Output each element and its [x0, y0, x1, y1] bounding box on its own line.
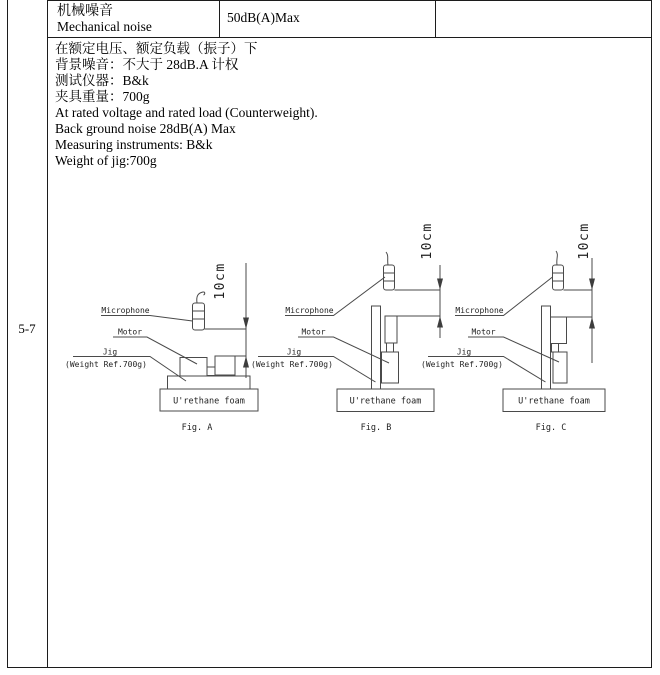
condition-line-zh: 在额定电压、额定负载（振子）下 — [55, 41, 258, 56]
spec-value: 50dB(A)Max — [227, 10, 300, 25]
arrow-down-icon — [243, 318, 249, 330]
weight-label: (Weight Ref.700g) — [65, 360, 147, 369]
microphone-label: Microphone — [101, 306, 150, 315]
dimension-10cm — [395, 222, 444, 338]
jig-label: Jig — [102, 347, 118, 357]
motor-body — [180, 358, 207, 377]
foam-label: U'rethane foam — [518, 396, 590, 407]
row-label: 5-7 — [18, 321, 36, 336]
microphone-label: Microphone — [285, 306, 334, 315]
figure-caption: Fig. B — [360, 423, 392, 433]
microphone-leader — [101, 316, 193, 322]
weight-label: (Weight Ref.700g) — [421, 360, 503, 369]
motor-body — [553, 352, 567, 383]
motor-counterweight — [215, 356, 235, 375]
jig-label: Jig — [456, 347, 472, 357]
condition-line-zh: 测试仪器：B&k — [55, 73, 149, 88]
arrow-up-icon — [589, 317, 595, 329]
motor-label: Motor — [117, 327, 143, 337]
dimension-label: 10cm — [213, 262, 228, 300]
arrow-up-icon — [437, 316, 443, 328]
figure-a — [65, 262, 258, 433]
jig-label: Jig — [286, 347, 302, 357]
microphone-icon — [193, 292, 205, 330]
foam-label: U'rethane foam — [173, 396, 245, 407]
arrow-down-icon — [437, 279, 443, 291]
weight-label: (Weight Ref.700g) — [251, 360, 333, 369]
motor-counterweight — [551, 317, 567, 344]
microphone-icon — [553, 251, 564, 290]
microphone-icon — [384, 252, 395, 290]
motor-connector — [552, 344, 559, 353]
dimension-label: 10cm — [577, 222, 592, 260]
motor-label: Motor — [301, 327, 326, 337]
dimension-10cm — [564, 222, 596, 363]
microphone-label: Microphone — [455, 306, 504, 315]
foam-label: U'rethane foam — [349, 396, 422, 407]
jig-plate — [168, 376, 251, 389]
condition-line-en: At rated voltage and rated load (Counterweight). — [55, 105, 318, 120]
motor-body — [382, 352, 399, 383]
figure-caption: Fig. A — [181, 423, 213, 433]
condition-line-en: Back ground noise 28dB(A) Max — [55, 121, 236, 136]
motor-connector — [207, 367, 215, 376]
jig-plate — [542, 306, 551, 389]
arrow-down-icon — [589, 279, 595, 291]
motor-label: Motor — [471, 327, 496, 337]
figure-c — [421, 222, 605, 433]
motor-counterweight — [385, 316, 397, 343]
condition-line-en: Weight of jig:700g — [55, 153, 157, 168]
dimension-label: 10cm — [420, 222, 435, 260]
figure-b — [251, 222, 443, 433]
item-name-en: Mechanical noise — [57, 19, 152, 34]
arrow-up-icon — [243, 356, 249, 368]
condition-line-zh: 背景噪音：不大于 28dB.A 计权 — [55, 57, 239, 72]
jig-plate — [372, 306, 381, 389]
condition-line-zh: 夹具重量：700g — [55, 89, 150, 104]
condition-line-en: Measuring instruments: B&k — [55, 137, 213, 152]
figure-caption: Fig. C — [535, 423, 567, 433]
item-name-zh: 机械噪音 — [57, 4, 113, 19]
motor-connector — [387, 343, 394, 352]
